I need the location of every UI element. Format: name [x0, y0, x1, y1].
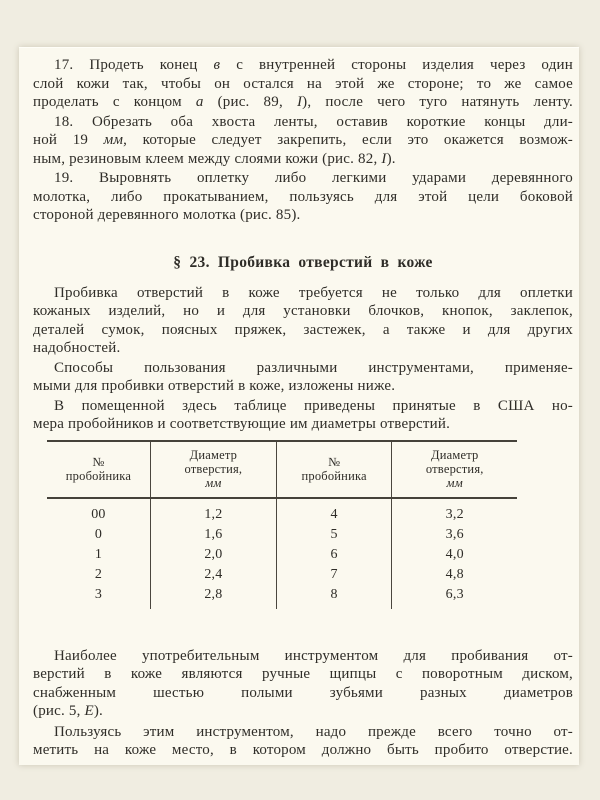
table-header-cell: № пробойника [47, 441, 150, 498]
table-row [47, 584, 517, 609]
punch-diameter-table [47, 440, 517, 609]
table-cell: 3,6 [392, 524, 517, 544]
table-cell: 4 [276, 498, 392, 525]
text-line: Способы пользования различными инструментами, применяе- [54, 359, 573, 376]
table-cell: 1 [94, 546, 103, 562]
text-line: В помещенной здесь таблице приведены принятые в США но- [54, 397, 573, 414]
paragraph-table-note [33, 397, 573, 434]
text-line: кожаных изделий, но и для установки блочков, кнопок, заклепок, [33, 303, 573, 319]
text-line: надобностей. [33, 340, 121, 356]
text-line: снабженным шестью полыми зубьями разных диаметров [33, 684, 573, 701]
table-header-cell: № пробойника [276, 441, 392, 498]
paragraph-tool [33, 647, 573, 721]
text-line: ным, резиновым клеем между слоями кожи (рис. 82, I). [33, 150, 396, 167]
table-cell: 6,3 [392, 584, 517, 609]
text-line: Пробивка отверстий в коже требуется не только для оплетки [54, 284, 573, 301]
paragraph-usage [33, 723, 573, 760]
table-cell: 0 [94, 526, 103, 542]
section-heading: § 23. Пробивка отверстий в коже [173, 253, 433, 271]
text-line: молотка, либо прокатыванием, пользуясь для этой цели боковой [33, 188, 573, 205]
table-cell: 3 [94, 586, 103, 602]
text-line: слой кожи так, чтобы он остался на этой же стороне; то же самое [33, 75, 573, 92]
text-line: 17. Продеть конец в с внутренней стороны изделия через один [54, 57, 573, 73]
paragraph-intro [33, 284, 573, 358]
table-cell: 1,2 [150, 498, 276, 525]
table-row [47, 498, 517, 525]
table-cell: 1,6 [150, 524, 276, 544]
paragraph-methods [33, 359, 573, 396]
text-line: мыми для пробивки отверстий в коже, изложены ниже. [33, 378, 396, 394]
table-cell: 7 [276, 564, 392, 584]
text-line: ной 19 мм, которые следует закрепить, если это окажется возмож- [33, 132, 573, 148]
paragraph-17 [33, 56, 573, 112]
text-line: проделать с концом а (рис. 89, I), после чего туго натянуть ленту. [33, 94, 573, 110]
text-line: стороной деревянного молотка (рис. 85). [33, 207, 301, 223]
text-line: верстий в коже являются ручные щипцы с поворотным диском, [33, 666, 573, 682]
table-cell: 3,2 [392, 498, 517, 525]
table-cell: 2,4 [150, 564, 276, 584]
table-cell: 6 [276, 544, 392, 564]
paragraph-19 [33, 169, 573, 225]
table-row [47, 564, 517, 584]
table-row [47, 524, 517, 544]
text-line: мера пробойников и соответствующие им диаметры отверстий. [33, 416, 451, 432]
table-header-cell: Диаметр отверстия, мм [392, 441, 517, 498]
text-line: 19. Выровнять оплетку либо легкими ударами деревянного [54, 170, 573, 186]
table-cell: 2,0 [150, 544, 276, 564]
text-line: метить на коже место, в котором должно быть пробито отверстие. [33, 742, 573, 758]
table-cell: 8 [276, 584, 392, 609]
table-cell: 2,8 [150, 584, 276, 609]
text-line: (рис. 5, Е). [33, 703, 104, 719]
table-header-row [47, 441, 517, 498]
text-line: Пользуясь этим инструментом, надо прежде всего точно от- [54, 723, 573, 740]
table-body [47, 498, 517, 609]
table-cell: 4,8 [392, 564, 517, 584]
text-line: 18. Обрезать оба хвоста ленты, оставив короткие концы дли- [54, 113, 573, 130]
paragraph-18 [33, 113, 573, 169]
table-cell: 5 [276, 524, 392, 544]
table-cell: 4,0 [392, 544, 517, 564]
table-cell: 2 [94, 566, 103, 582]
table-row [47, 544, 517, 564]
text-line: деталей сумок, поясных пряжек, застежек, а также и для других [33, 321, 573, 338]
scanned-book-page [19, 47, 579, 765]
table-cell: 00 [91, 506, 106, 522]
page-content [19, 48, 579, 760]
text-line: Наиболее употребительным инструментом для пробивания от- [54, 647, 573, 664]
table-header-cell: Диаметр отверстия, мм [150, 441, 276, 498]
